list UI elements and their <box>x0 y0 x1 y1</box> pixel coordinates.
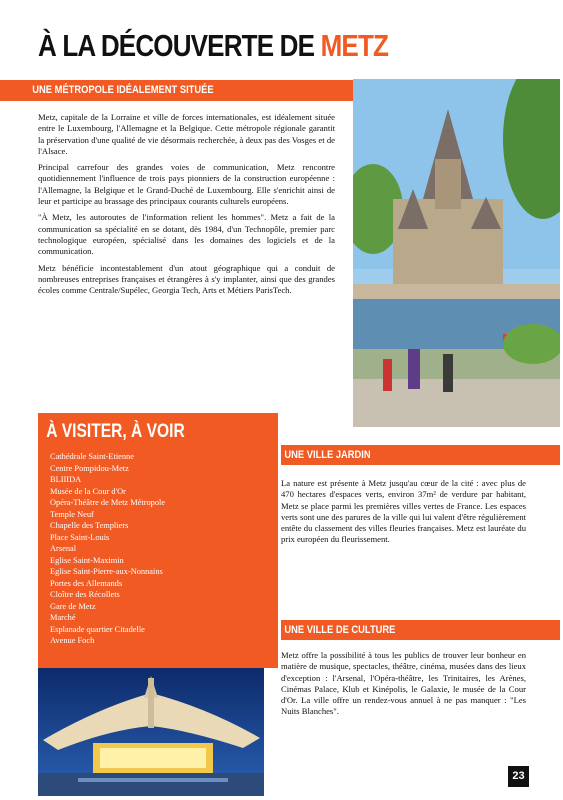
centre-pompidou-photo <box>38 668 264 796</box>
temple-illustration <box>353 79 560 427</box>
list-item: Chapelle des Templiers <box>50 521 129 530</box>
section-heading-metropole: UNE MÉTROPOLE IDÉALEMENT SITUÉE <box>0 80 353 101</box>
section-heading-culture: UNE VILLE DE CULTURE <box>281 620 560 640</box>
list-item: Avenue Foch <box>50 636 95 645</box>
list-item: Marché <box>50 613 76 622</box>
page-title <box>38 28 388 64</box>
list-item: Cathédrale Saint-Etienne <box>50 452 134 461</box>
list-item: Temple Neuf <box>50 509 94 519</box>
list-item: Centre Pompidou-Metz <box>50 463 129 473</box>
list-item: Gare de Metz <box>50 601 96 611</box>
metz-temple-photo <box>353 79 560 427</box>
list-item: Eglise Saint-Maximin <box>50 555 124 565</box>
list-item: Esplanade quartier Citadelle <box>50 624 145 634</box>
garden-text <box>281 478 526 551</box>
paragraph: Metz bénéficie incontestablement d'un atout géographique qui a conduit de nombreuses entreprises françaises et étrangères à s'y implanter, ainsi que des grandes écoles comme Centrale/Supélec, Georgia Tech, Arts et Métiers ParisTech. <box>38 262 335 296</box>
list-item: Cloître des Récollets <box>50 590 120 599</box>
paragraph: Metz offre la possibilité à tous les publics de trouver leur bonheur en matière de musique, spectacles, théâtre, cinéma, musées dans des lieux d'exception : l'Arsenal, l'Opéra-théâtre, les Trinitaires, les Arènes, Cinémas Palace, Klub et Kinépolis, le Galaxie, le musée de la Cour d'Or. La ville offre un rendez-vous annuel à ne pas manquer : "Les Nuits Blanches". <box>281 650 526 717</box>
list-item: Eglise Saint-Pierre-aux-Nonnains <box>50 567 163 576</box>
section-heading-garden: UNE VILLE JARDIN <box>281 445 560 465</box>
culture-text <box>281 650 526 723</box>
pompidou-illustration <box>38 668 264 796</box>
paragraph: "À Metz, les autoroutes de l'information relient les hommes". Metz a fait de la communication sa spécialité en se dotant, dès 1984, d'un Technopôle, premier parc technologique européen, spécialisé dans les domaines des logiciels et de la communication. <box>38 212 335 257</box>
list-item: BLIIIDA <box>50 475 82 484</box>
list-item: Musée de la Cour d'Or <box>50 486 126 496</box>
list-item: Place Saint-Louis <box>50 532 110 542</box>
paragraph: La nature est présente à Metz jusqu'au cœur de la cité : avec plus de 470 hectares d'espaces verts, environ 37m² de verdure par habitant, Metz se place parmi les premières villes vertes de France. Les espaces verts sont une des parures de la ville qui lui valent d'être régulièrement entête du classement des villes fleuries françaises. Metz est lauréate du prix européen du fleurissement. <box>281 478 526 545</box>
list-item: Arsenal <box>50 544 77 553</box>
title-prefix: À LA DÉCOUVERTE DE <box>38 28 321 63</box>
page-number: 23 <box>508 766 529 787</box>
title-city: METZ <box>320 28 389 63</box>
visit-heading: À VISITER, À VOIR <box>46 421 185 442</box>
visit-list <box>50 451 278 647</box>
list-item: Portes des Allemands <box>50 578 123 588</box>
paragraph: Metz, capitale de la Lorraine et ville de forces internationales, est idéalement située entre le Luxembourg, l'Allemagne et la Belgique. Cette métropole régionale garantit la préservation d'une qualité de vie désormais recherchée, à deux pas des Vosges et de l'Alsace. <box>38 112 335 156</box>
visit-box <box>38 413 278 668</box>
list-item: Opéra-Théâtre de Metz Métropole <box>50 498 166 507</box>
metropole-text <box>38 112 335 301</box>
paragraph: Principal carrefour des grandes voies de communication, Metz rencontre quotidiennement l'influence de trois pays pionniers de la construction européenne : l'Allemagne, la Belgique et le Grand-Duché de Luxembourg. Elle s'enrichit ainsi de leur et participe au brassage des principaux courants culturels européens. <box>38 162 335 207</box>
